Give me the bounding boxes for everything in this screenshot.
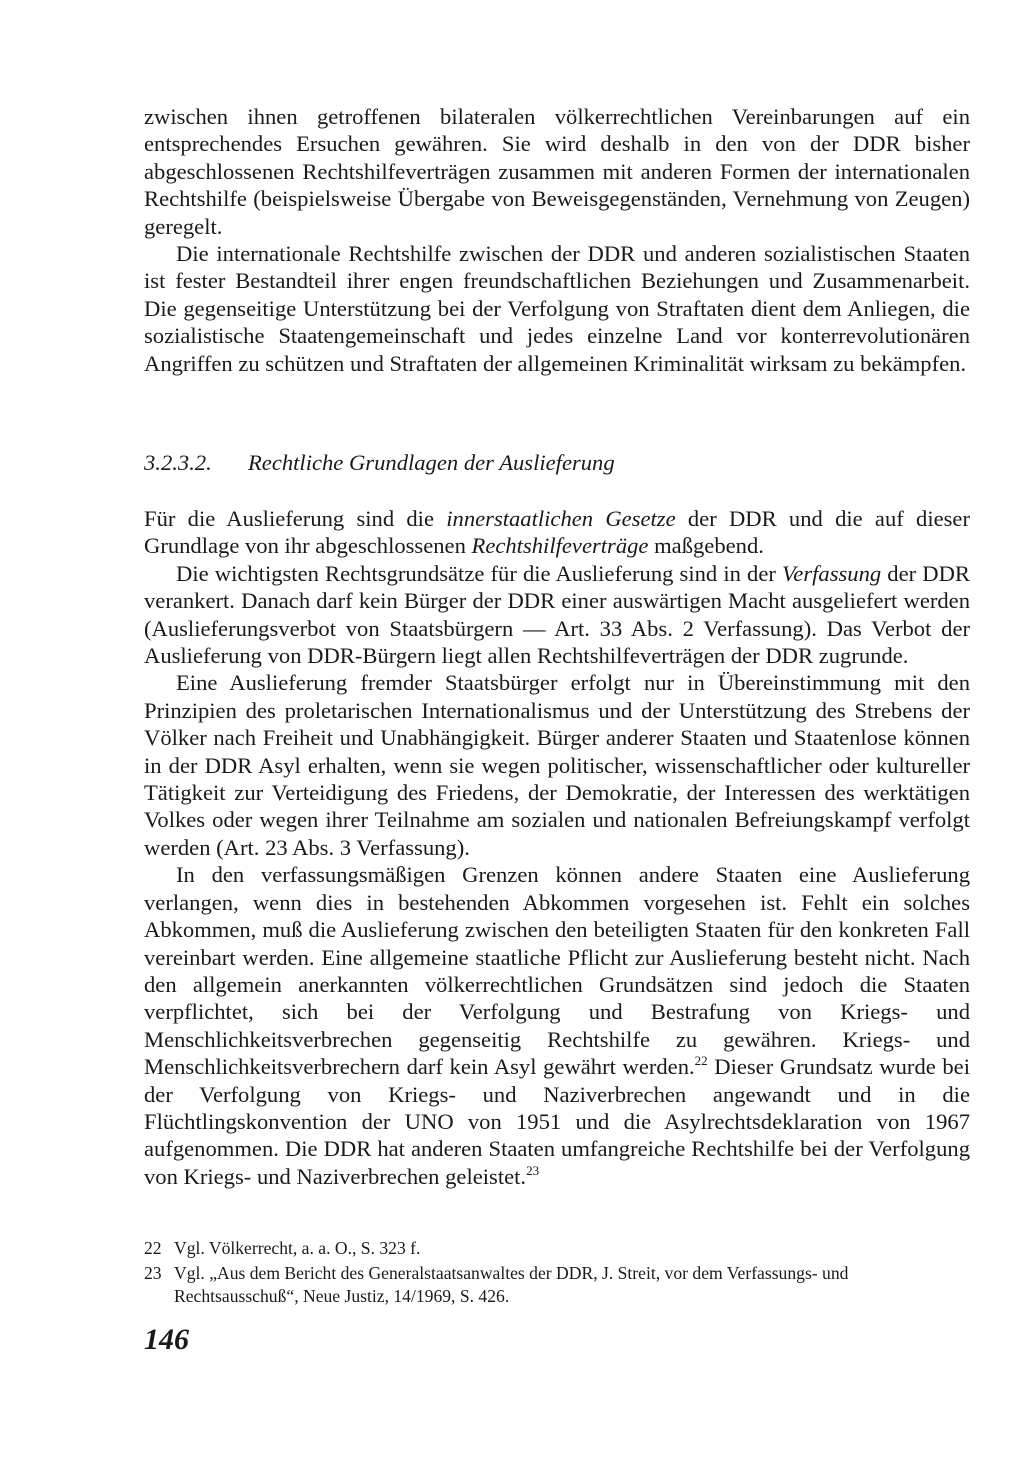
text-run: der DDR und die auf dieser Grundlage von ihr abgeschlossenen [144,506,970,559]
text-run: Für die Auslieferung sind die [144,506,447,531]
text-run: In den verfassungsmäßigen Grenzen können andere Staaten eine Auslieferung verlangen, wenn dies in bestehenden Abkommen vorgesehen ist. Fehlt ein solches Abkommen, muß die Auslieferung zwischen den beteiligten Staaten für den konkreten Fall vereinbart werden. Eine allgemeine staatliche Pflicht zur Auslieferung besteht nicht. Nach den allgemein anerkannten völkerrechtlichen Grundsätzen sind jedoch die Staaten verpflichtet, sich bei der Verfolgung und Bestrafung von Kriegs- und Menschlichkeitsverbrechen gegenseitig Rechtshilfe zu gewähren. Kriegs- und Menschlichkeitsverbrechern darf kein Asyl gewährt werden. [144,862,970,1080]
emphasis: innerstaatlichen Gesetze [446,506,676,531]
section-number: 3.2.3.2. [144,450,212,475]
text-run: der DDR verankert. Danach darf kein Bürger der DDR einer auswärtigen Macht ausgeliefert werden (Auslieferungsverbot von Staatsbürgern — Art. 33 Abs. 2 Verfassung). Das Verbot der Auslieferung von DDR-Bürgern liegt allen Rechtshilfeverträgen der DDR zugrunde. [144,560,970,669]
section-heading [144,449,970,477]
page-number: 146 [144,1323,189,1356]
footnote-text: Vgl. Völkerrecht, a. a. O., S. 323 f. [174,1238,421,1258]
footnote-ref[interactable]: 23 [526,1162,540,1178]
text-run: Die wichtigsten Rechtsgrundsätze für die Auslieferung sind in der [176,560,783,586]
paragraph: Eine Auslieferung fremder Staatsbürger erfolgt nur in Übereinstimmung mit den Prinzipien des proletarischen Internationalismus und der Unterstützung des Strebens der Völker nach Freiheit und Unabhängigkeit. Bürger anderer Staaten und Staatenlose können in der DDR Asyl erhalten, wenn sie wegen politischer, wissenschaftlicher oder kultureller Tätigkeit zur Verteidigung des Friedens, der Demokratie, der Interessen des werktätigen Volkes oder wegen ihrer Teilnahme am sozialen und nationalen Befreiungskampf verfolgt werden (Art. 23 Abs. 3 Verfassung). [144,670,970,860]
paragraph: zwischen ihnen getroffenen bilateralen völkerrechtlichen Vereinbarungen auf ein entsprechendes Ersuchen gewähren. Sie wird deshalb in den von der DDR bisher abgeschlossenen Rechtshilfeverträgen zusammen mit anderen Formen der internationalen Rechtshilfe (beispielsweise Übergabe von Beweisgegenständen, Vernehmung von Zeugen) geregelt. [144,104,970,239]
section-body [144,505,970,1190]
footnote-continuation: Rechtsausschuß“, Neue Justiz, 14/1969, S. 426. [174,1286,510,1306]
intro-section [144,103,970,377]
footnote [144,1237,970,1260]
text-run: maßgebend. [648,533,764,559]
emphasis: Verfassung [782,560,882,586]
paragraph [144,861,970,1190]
paragraph [144,505,970,560]
paragraph: Die internationale Rechtshilfe zwischen der DDR und anderen sozialistischen Staaten ist fester Bestandteil ihrer engen freundschaftlichen Beziehungen und Zusammenarbeit. Die gegenseitige Unterstützung bei der Verfolgung von Straftaten dient dem Anliegen, die sozialistische Staatengemeinschaft und jedes einzelne Land vor konterrevolutionären Angriffen zu schützen und Straftaten der allgemeinen Kriminalität wirksam zu bekämpfen. [144,241,970,376]
document-page [144,0,970,1460]
footnote-number: 22 [144,1238,162,1258]
footnote-ref[interactable]: 22 [694,1053,708,1069]
footnote [144,1262,970,1308]
emphasis: Rechtshilfeverträge [471,533,649,559]
footnote-number: 23 [144,1263,162,1283]
paragraph [144,560,970,670]
footnote-text: Vgl. „Aus dem Bericht des Generalstaatsanwaltes der DDR, J. Streit, vor dem Verfassungs- und [174,1263,849,1283]
section-title: Rechtliche Grundlagen der Auslieferung [248,450,615,475]
text-run: Dieser Grundsatz wurde bei der Verfolgung von Kriegs- und Naziverbrechen angewandt und in die Flüchtlingskonvention der UNO von 1951 und die Asylrechtsdeklaration von 1967 aufgenommen. Die DDR hat anderen Staaten umfangreiche Rechtshilfe bei der Verfolgung von Kriegs- und Naziverbrechen geleistet. [144,1054,970,1189]
